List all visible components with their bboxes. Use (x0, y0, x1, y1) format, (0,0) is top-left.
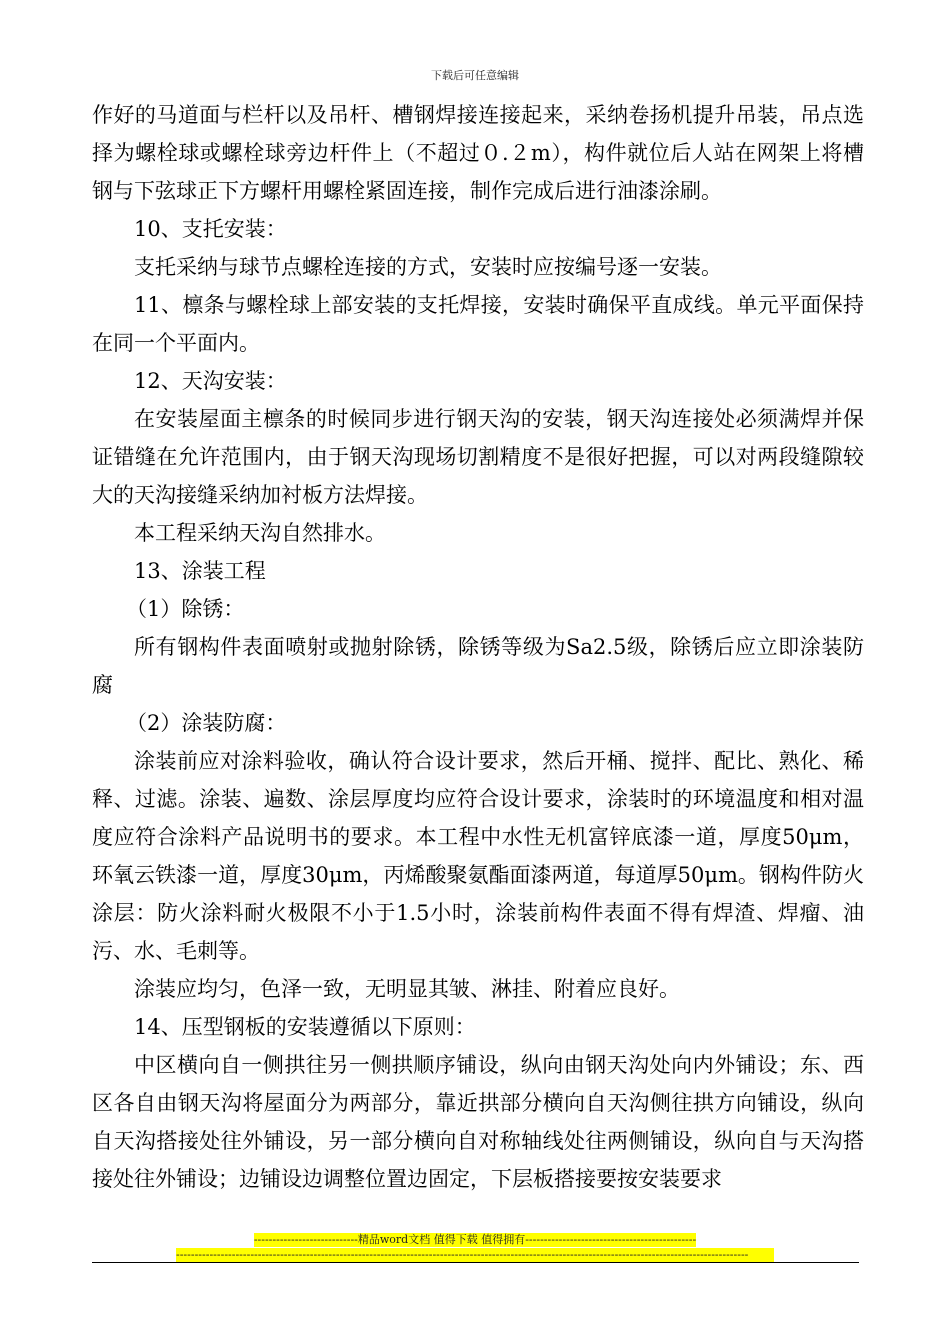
paragraph-support-install: 支托采纳与球节点螺栓连接的方式，安装时应按编号逐一安装。 (134, 255, 722, 279)
paragraph-rust-removal: 所有钢构件表面喷射或抛射除锈，除锈等级为Sa2.5级，除锈后应立即涂装防腐 (92, 635, 864, 697)
paragraph-coating-quality: 涂装应均匀，色泽一致，无明显其皱、淋挂、附着应良好。 (134, 977, 680, 1001)
footer-banner (0, 1228, 950, 1262)
heading-gutter-install: 12、天沟安装： (134, 369, 287, 393)
paragraph-drainage: 本工程采纳天沟自然排水。 (134, 521, 386, 545)
footer-line-1: ----------------------------精品word文档 值得下载 值得拥有---------------------------------------------- (253, 1233, 697, 1246)
heading-rust-removal: （1）除锈： (126, 597, 245, 621)
paragraph-anticorrosion: 涂装前应对涂料验收，确认符合设计要求，然后开桶、搅拌、配比、熟化、稀释、过滤。涂装、遍数、涂层厚度均应符合设计要求，涂装时的环境温度和相对温度应符合涂料产品说明书的要求。本工程中水性无机富锌底漆一道，厚度50μm，环氧云铁漆一道，厚度30μm，丙烯酸聚氨酯面漆两道，每道厚50μm。钢构件防火涂层：防火涂料耐火极限不小于1.5小时，涂装前构件表面不得有焊渣、焊瘤、油污、水、毛刺等。 (92, 749, 864, 963)
heading-coating: 13、涂装工程 (134, 559, 266, 583)
header-note: 下载后可任意编辑 (431, 69, 519, 82)
document-body (92, 96, 864, 1198)
heading-support-install: 10、支托安装： (134, 217, 287, 241)
heading-steel-deck: 14、压型钢板的安装遵循以下原则： (134, 1015, 476, 1039)
paragraph-steel-deck: 中区横向自一侧拱往另一侧拱顺序铺设，纵向由钢天沟处向内外铺设；东、西区各自由钢天沟将屋面分为两部分，靠近拱部分横向自天沟侧往拱方向铺设，纵向自天沟搭接处往外铺设，另一部分横向自对称轴线处往两侧铺设，纵向自与天沟搭接处往外铺设；边铺设边调整位置边固定，下层板搭接要按安装要求 (92, 1053, 864, 1191)
footer-line-2: ---------------------------------------------------------------------------------------------------------------------------------------------------------- (176, 1248, 774, 1262)
paragraph-purlin-install: 11、檩条与螺栓球上部安装的支托焊接，安装时确保平直成线。单元平面保持在同一个平面内。 (92, 293, 864, 355)
heading-anticorrosion: （2）涂装防腐： (126, 711, 287, 735)
paragraph-continuation: 作好的马道面与栏杆以及吊杆、槽钢焊接连接起来，采纳卷扬机提升吊装，吊点选择为螺栓球或螺栓球旁边杆件上（不超过０.２m），构件就位后人站在网架上将槽钢与下弦球正下方螺杆用螺栓紧固连接，制作完成后进行油漆涂刷。 (92, 103, 864, 203)
footer-divider (92, 1262, 859, 1263)
paragraph-gutter-install: 在安装屋面主檩条的时候同步进行钢天沟的安装，钢天沟连接处必须满焊并保证错缝在允许范围内，由于钢天沟现场切割精度不是很好把握，可以对两段缝隙较大的天沟接缝采纳加衬板方法焊接。 (92, 407, 864, 507)
